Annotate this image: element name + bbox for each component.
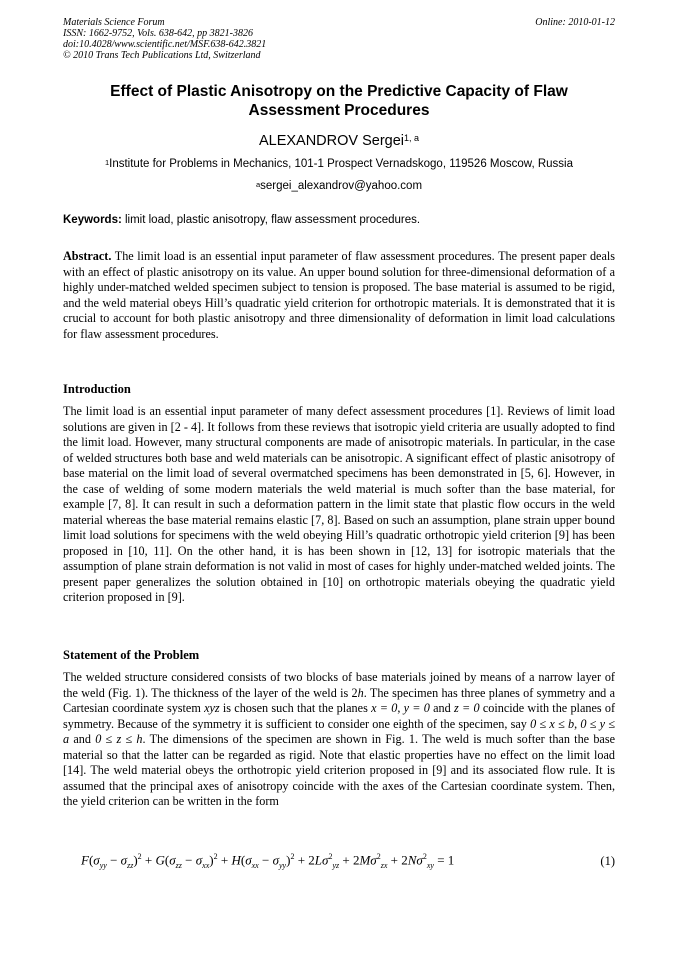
math-z0: z = 0 (454, 701, 480, 715)
math-y0: y = 0 (403, 701, 430, 715)
yield-criterion-equation (63, 848, 615, 876)
statement-run: , (397, 701, 404, 715)
author-email (63, 179, 615, 194)
section-heading-statement: Statement of the Problem (63, 648, 200, 662)
math-range-x: 0 ≤ x ≤ b (530, 716, 575, 731)
author-name: ALEXANDROV Sergei (258, 133, 405, 149)
math-xyz: xyz (204, 701, 220, 715)
statement-run: is chosen such that the planes (219, 701, 372, 715)
affiliation-text: Institute for Problems in Mechanics, 101-1 Prospect Vernadskogo, 119526 Moscow, Russia (109, 158, 574, 170)
statement-run: and (69, 732, 96, 746)
journal-name: Materials Science Forum (63, 17, 165, 28)
abstract-label: Abstract. (63, 249, 112, 263)
statement-run: , (574, 716, 581, 731)
statement-run: and (429, 701, 455, 715)
keywords-text: limit load, plastic anisotropy, flaw assessment procedures. (121, 214, 421, 226)
issn-line: ISSN: 1662-9752, Vols. 638-642, pp 3821-3826 (63, 28, 253, 39)
equation-number: (1) (600, 854, 615, 868)
statement-run: coincide with the planes of symmetry. Because of the symmetry it is sufficient to consider one eighth of the specimen, say (63, 701, 616, 731)
affiliation (63, 157, 615, 172)
abstract-text: The limit load is an essential input parameter of flaw assessment procedures. The present paper deals with an effect of plastic anisotropy on its value. An upper bound solution for three-dimensional deformation of a highly under-matched welded specimen subject to tension is proposed. The base material is assumed to be rigid, and the weld material obeys Hill’s quadratic yield criterion for orthotropic materials. It is demonstrated that it is crucial to account for both plastic anisotropy and three dimensionality of deformation in limit load calculations for flaw assessment procedures. (63, 249, 615, 341)
math-range-y: 0 ≤ y ≤ a (63, 716, 616, 746)
copyright-line: © 2010 Trans Tech Publications Ltd, Switzerland (63, 50, 261, 61)
paper-title: Effect of Plastic Anisotropy on the Predictive Capacity of Flaw Assessment Procedures (110, 83, 568, 119)
keywords-label: Keywords: (63, 214, 122, 226)
keywords (63, 213, 615, 228)
online-date: Online: 2010-01-12 (535, 17, 615, 28)
math-x0: x = 0 (371, 701, 398, 715)
affiliation-superscript: 1 (104, 158, 110, 167)
email-superscript: a (255, 180, 261, 189)
statement-run: . The dimensions of the specimen are shown in Fig. 1. The weld is much softer than the base material so that the latter can be regarded as rigid. Note that elastic properties have no effect on the limit load [14]. The weld material obeys the orthotropic yield criterion proposed in [9] and its associated flow rule. It is assumed that the principal axes of anisotropy coincide with the axes of the Cartesian coordinate system. Then, the yield criterion can be written in the form (63, 732, 615, 808)
section-heading-introduction: Introduction (63, 382, 131, 396)
abstract (63, 249, 615, 342)
math-range-z: 0 ≤ z ≤ h (95, 732, 143, 746)
math-h: h (357, 685, 364, 700)
author-line (63, 132, 615, 150)
journal-header (63, 17, 615, 61)
author-superscript: 1, a (404, 133, 420, 143)
statement-run: . The specimen has three planes of symmetry and a Cartesian coordinate system (63, 685, 615, 715)
doi-line[interactable]: doi:10.4028/www.scientific.net/MSF.638-642.3821 (63, 39, 267, 50)
email-text[interactable]: sergei_alexandrov@yahoo.com (260, 180, 423, 192)
introduction-text: The limit load is an essential input parameter of many defect assessment procedures [1]. Reviews of limit load solutions are given in [2 - 4]. It follows from these reviews that isotropic yield criteria are usually adopted to find the limit load. However, many structural components are made of anisotropic materials. In particular, in the case of welded structures both base and weld materials can be anisotropic. A significant effect of plastic anisotropy of base material on the limit load of several overmatched specimens has been demonstrated in [5, 6]. However, in the case of welding of some modern materials the weld material is much softer than the base material, for example [7, 8]. It can result in such a deformation pattern in the limit state that plastic flow occurs in the weld material whereas the base material remains elastic [7, 8]. Based on such an assumption, plane strain upper bound limit load solutions for specimens with the weld obeying Hill’s quadratic orthotropic yield criterion [9] has been proposed in [10, 11]. On the other hand, it is has been shown in [12, 13] for isotropic materials that the assumption of plane strain deformation is not valid in most of cases for highly under-matched welded joints. The present paper generalizes the solution obtained in [10] on orthotropic materials obeying the quadratic yield criterion proposed in [9]. (63, 404, 616, 604)
statement-run: The welded structure considered consists of two blocks of base materials joined by means of a narrow layer of the weld (Fig. 1). The thickness of the layer of the weld is 2 (63, 670, 615, 700)
statement-text (63, 670, 615, 810)
equation-formula: $F(\sigma_{yy} - \sigma_{zz})^2 + G(\sigma_{zz} - \sigma_{xx})^2 + H(\sigma_{xx} - \sigma_{yy})^2 + 2L\sigma^2_{yz} + 2M\sigma^2_{zx} + 2N\sigma^2_{xy} = 1$ (81, 852, 455, 870)
